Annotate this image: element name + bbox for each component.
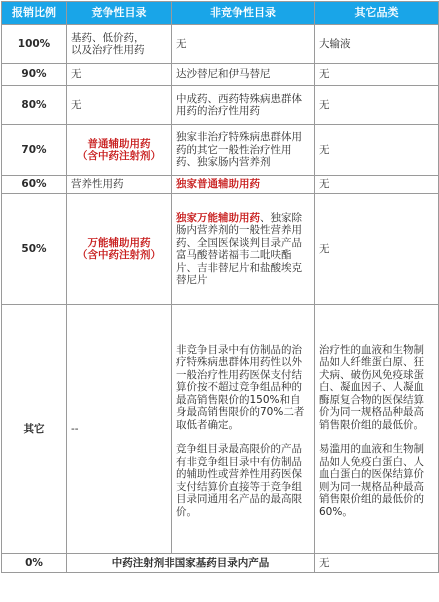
noncompetitive-cell: [172, 305, 315, 554]
ratio-cell: 80%: [2, 86, 67, 125]
noncompetitive-text: 、独家除肠内营养剂的一般性营养用药、全国医保谈判目录产品富马酸替诺福韦二吡呋酯片、吉非替尼片和盐酸埃克替尼片: [176, 211, 302, 286]
table-row: [2, 176, 439, 194]
ratio-cell: 0%: [2, 554, 67, 573]
table-row: [2, 194, 439, 305]
other-cell: 无: [315, 86, 439, 125]
table-row: [2, 64, 439, 86]
competitive-cell: 营养性用药: [67, 176, 172, 194]
noncompetitive-paragraph-2: 竞争组目录最高限价的产品有非竞争组目录中有仿制品的辅助性或营养性用药医保支付结算价直接等于竞争组目录同通用名产品的最高限价。: [176, 443, 302, 518]
noncompetitive-cell: 达沙替尼和伊马替尼: [172, 64, 315, 86]
noncompetitive-cell: 中成药、西药特殊病患群体用药的治疗性用药: [172, 86, 315, 125]
competitive-cell: 基药、低价药， 以及治疗性用药: [67, 25, 172, 64]
competitive-cell-highlight: 万能辅助用药 （含中药注射剂）: [67, 194, 172, 305]
competitive-cell: 无: [67, 86, 172, 125]
noncompetitive-highlight-text: 独家万能辅助用药: [176, 211, 260, 224]
noncompetitive-cell: 独家非治疗特殊病患群体用药的其它一般性治疗性用药、独家肠内营养剂: [172, 125, 315, 176]
table-header-row: [2, 2, 439, 25]
other-cell: 无: [315, 125, 439, 176]
other-paragraph-1: 治疗性的血液和生物制品如人纤维蛋白原、狂犬病、破伤风免疫球蛋白、凝血因子、人凝血酶原复合物的医保结算价为同一规格品种最高销售限价组的最低价。: [319, 343, 424, 431]
noncompetitive-cell: 无: [172, 25, 315, 64]
header-noncompetitive: 非竞争性目录: [172, 2, 315, 25]
merged-category-cell: 中药注射剂非国家基药目录内产品: [67, 554, 315, 573]
competitive-cell: --: [67, 305, 172, 554]
reimbursement-ratio-table: [1, 1, 439, 573]
header-ratio: 报销比例: [2, 2, 67, 25]
table-row: [2, 25, 439, 64]
ratio-cell: 50%: [2, 194, 67, 305]
other-cell: [315, 305, 439, 554]
ratio-cell: 70%: [2, 125, 67, 176]
other-cell: 无: [315, 64, 439, 86]
other-paragraph-2: 易滥用的血液和生物制品如人免疫白蛋白、人血白蛋白的医保结算价则为同一规格品种最高销售限价组的最低价的60%。: [319, 443, 424, 518]
ratio-cell: 100%: [2, 25, 67, 64]
other-cell: 无: [315, 176, 439, 194]
competitive-cell: 无: [67, 64, 172, 86]
table-row: [2, 554, 439, 573]
other-cell: 无: [315, 554, 439, 573]
ratio-cell: 90%: [2, 64, 67, 86]
other-cell: 无: [315, 194, 439, 305]
reimbursement-table-screenshot: [0, 1, 439, 602]
ratio-cell: 其它: [2, 305, 67, 554]
header-other: 其它品类: [315, 2, 439, 25]
noncompetitive-cell: [172, 194, 315, 305]
table-row: [2, 86, 439, 125]
table-row: [2, 125, 439, 176]
other-cell: 大输液: [315, 25, 439, 64]
competitive-cell-highlight: 普通辅助用药 （含中药注射剂）: [67, 125, 172, 176]
ratio-cell: 60%: [2, 176, 67, 194]
noncompetitive-cell-highlight: 独家普通辅助用药: [172, 176, 315, 194]
table-row: [2, 305, 439, 554]
header-competitive: 竞争性目录: [67, 2, 172, 25]
noncompetitive-paragraph-1: 非竞争目录中有仿制品的治疗特殊病患群体用药性以外一般治疗性用药医保支付结算价按不超过竞争组品种的最高销售限价的150%和自身最高销售限价的70%二者取低者确定。: [176, 343, 305, 431]
